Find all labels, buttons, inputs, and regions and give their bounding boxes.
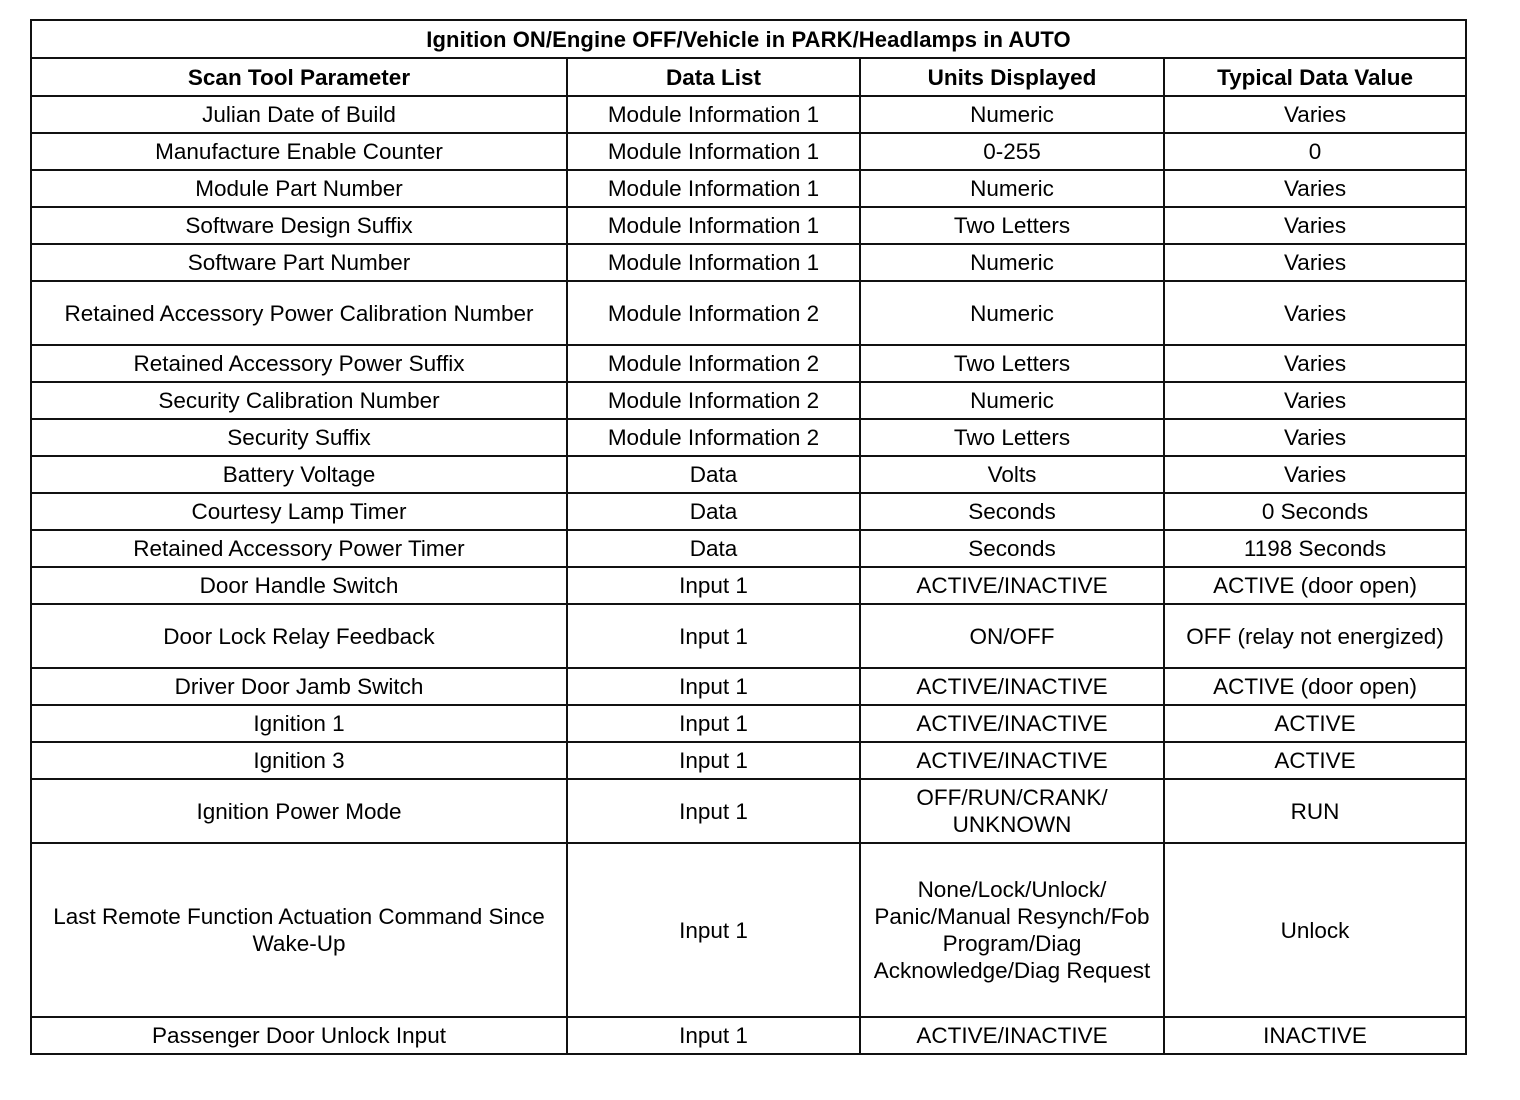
column-header-parameter: Scan Tool Parameter: [31, 58, 567, 96]
cell-parameter: Software Design Suffix: [31, 207, 567, 244]
table-row: [31, 170, 1466, 207]
table-row: [31, 530, 1466, 567]
cell-parameter: Security Calibration Number: [31, 382, 567, 419]
cell-units: Seconds: [860, 493, 1164, 530]
cell-data-list: Module Information 1: [567, 96, 860, 133]
cell-data-list: Data: [567, 493, 860, 530]
cell-parameter: Manufacture Enable Counter: [31, 133, 567, 170]
table-row: [31, 604, 1466, 668]
cell-units: Two Letters: [860, 345, 1164, 382]
cell-typical-value: ACTIVE (door open): [1164, 567, 1466, 604]
cell-units: ACTIVE/INACTIVE: [860, 705, 1164, 742]
cell-units: Numeric: [860, 244, 1164, 281]
cell-units: None/Lock/Unlock/ Panic/Manual Resynch/Fob Program/Diag Acknowledge/Diag Request: [860, 843, 1164, 1017]
cell-typical-value: Varies: [1164, 170, 1466, 207]
cell-typical-value: 0: [1164, 133, 1466, 170]
cell-typical-value: 1198 Seconds: [1164, 530, 1466, 567]
column-header-typical-value: Typical Data Value: [1164, 58, 1466, 96]
cell-data-list: Input 1: [567, 705, 860, 742]
cell-typical-value: Varies: [1164, 96, 1466, 133]
cell-units: Seconds: [860, 530, 1164, 567]
table-row: [31, 1017, 1466, 1054]
table-body: [31, 96, 1466, 1054]
column-header-units: Units Displayed: [860, 58, 1164, 96]
table-row: [31, 843, 1466, 1017]
table-row: [31, 668, 1466, 705]
cell-units: ON/OFF: [860, 604, 1164, 668]
cell-parameter: Retained Accessory Power Suffix: [31, 345, 567, 382]
table-title: Ignition ON/Engine OFF/Vehicle in PARK/Headlamps in AUTO: [31, 20, 1466, 58]
cell-units: ACTIVE/INACTIVE: [860, 567, 1164, 604]
cell-units: Numeric: [860, 382, 1164, 419]
cell-parameter: Retained Accessory Power Calibration Number: [31, 281, 567, 345]
cell-data-list: Input 1: [567, 779, 860, 843]
cell-parameter: Retained Accessory Power Timer: [31, 530, 567, 567]
cell-units: Numeric: [860, 281, 1164, 345]
cell-typical-value: RUN: [1164, 779, 1466, 843]
cell-units: Numeric: [860, 170, 1164, 207]
cell-typical-value: ACTIVE: [1164, 742, 1466, 779]
cell-data-list: Module Information 1: [567, 244, 860, 281]
table-row: [31, 244, 1466, 281]
cell-parameter: Software Part Number: [31, 244, 567, 281]
cell-parameter: Ignition 3: [31, 742, 567, 779]
cell-data-list: Module Information 1: [567, 170, 860, 207]
cell-parameter: Last Remote Function Actuation Command Since Wake-Up: [31, 843, 567, 1017]
table-row: [31, 96, 1466, 133]
column-header-data-list: Data List: [567, 58, 860, 96]
cell-typical-value: Varies: [1164, 456, 1466, 493]
table-row: [31, 133, 1466, 170]
cell-typical-value: 0 Seconds: [1164, 493, 1466, 530]
cell-units: Volts: [860, 456, 1164, 493]
table-row: [31, 281, 1466, 345]
cell-typical-value: ACTIVE: [1164, 705, 1466, 742]
cell-typical-value: Varies: [1164, 244, 1466, 281]
cell-units: ACTIVE/INACTIVE: [860, 742, 1164, 779]
cell-units: OFF/RUN/CRANK/ UNKNOWN: [860, 779, 1164, 843]
cell-data-list: Input 1: [567, 604, 860, 668]
cell-typical-value: Varies: [1164, 382, 1466, 419]
table-row: [31, 207, 1466, 244]
cell-typical-value: Varies: [1164, 207, 1466, 244]
cell-typical-value: Varies: [1164, 419, 1466, 456]
scan-tool-data-table: [30, 19, 1467, 1055]
table-row: [31, 382, 1466, 419]
cell-parameter: Battery Voltage: [31, 456, 567, 493]
cell-typical-value: OFF (relay not energized): [1164, 604, 1466, 668]
table-row: [31, 567, 1466, 604]
cell-data-list: Module Information 2: [567, 281, 860, 345]
cell-parameter: Ignition 1: [31, 705, 567, 742]
table-row: [31, 493, 1466, 530]
cell-parameter: Door Handle Switch: [31, 567, 567, 604]
cell-typical-value: ACTIVE (door open): [1164, 668, 1466, 705]
table-row: [31, 705, 1466, 742]
table-row: [31, 779, 1466, 843]
table-row: [31, 345, 1466, 382]
cell-data-list: Module Information 1: [567, 133, 860, 170]
cell-units: 0-255: [860, 133, 1164, 170]
cell-data-list: Input 1: [567, 567, 860, 604]
table-title-row: [31, 20, 1466, 58]
cell-units: ACTIVE/INACTIVE: [860, 1017, 1164, 1054]
cell-parameter: Door Lock Relay Feedback: [31, 604, 567, 668]
cell-units: Two Letters: [860, 207, 1164, 244]
cell-typical-value: Unlock: [1164, 843, 1466, 1017]
cell-typical-value: Varies: [1164, 281, 1466, 345]
cell-data-list: Module Information 2: [567, 419, 860, 456]
cell-data-list: Input 1: [567, 843, 860, 1017]
cell-parameter: Courtesy Lamp Timer: [31, 493, 567, 530]
cell-data-list: Input 1: [567, 668, 860, 705]
cell-data-list: Module Information 2: [567, 345, 860, 382]
cell-units: ACTIVE/INACTIVE: [860, 668, 1164, 705]
cell-data-list: Input 1: [567, 1017, 860, 1054]
cell-parameter: Security Suffix: [31, 419, 567, 456]
table-header-row: [31, 58, 1466, 96]
cell-typical-value: INACTIVE: [1164, 1017, 1466, 1054]
table-row: [31, 456, 1466, 493]
cell-parameter: Driver Door Jamb Switch: [31, 668, 567, 705]
cell-data-list: Data: [567, 456, 860, 493]
cell-data-list: Input 1: [567, 742, 860, 779]
cell-data-list: Data: [567, 530, 860, 567]
cell-parameter: Julian Date of Build: [31, 96, 567, 133]
cell-units: Two Letters: [860, 419, 1164, 456]
cell-parameter: Module Part Number: [31, 170, 567, 207]
cell-units: Numeric: [860, 96, 1164, 133]
cell-parameter: Passenger Door Unlock Input: [31, 1017, 567, 1054]
cell-parameter: Ignition Power Mode: [31, 779, 567, 843]
cell-data-list: Module Information 1: [567, 207, 860, 244]
table-row: [31, 419, 1466, 456]
table-row: [31, 742, 1466, 779]
cell-typical-value: Varies: [1164, 345, 1466, 382]
cell-data-list: Module Information 2: [567, 382, 860, 419]
